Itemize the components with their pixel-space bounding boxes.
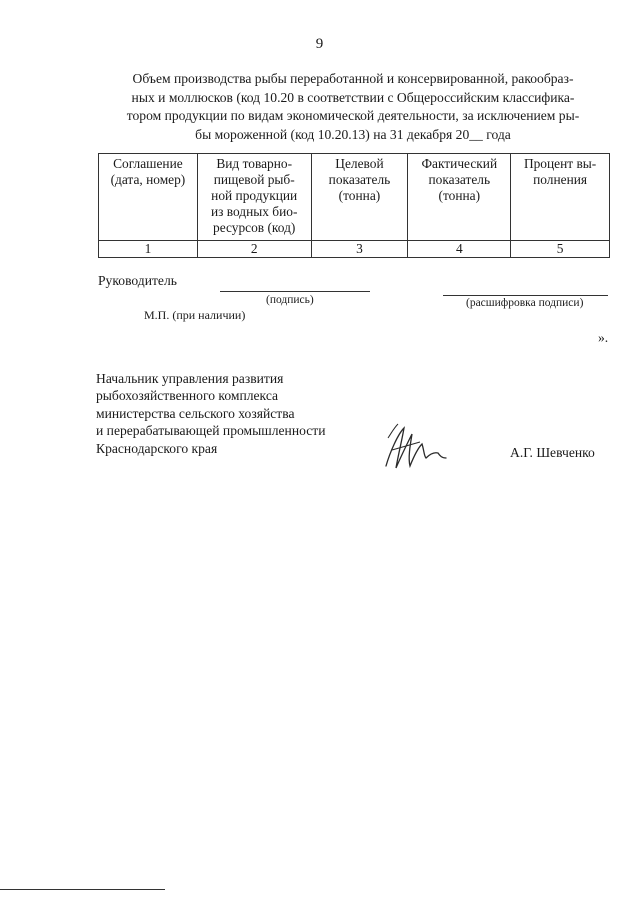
- table-number-row: [99, 241, 610, 258]
- signature-caption: (подпись): [266, 294, 314, 306]
- signature-line: [220, 291, 370, 292]
- header-product-type: Вид товарно- пищевой рыб- ной продукции из водных био- ресурсов (код): [197, 154, 311, 241]
- page-number: 9: [315, 36, 324, 52]
- report-heading: [96, 70, 610, 144]
- stamp-note: М.П. (при наличии): [144, 308, 246, 322]
- signer-name: А.Г. Шевченко: [510, 445, 595, 460]
- signatory-role: Руководитель: [98, 273, 177, 288]
- signer-title-line: Краснодарского края: [96, 440, 218, 456]
- table-header-row: [99, 154, 610, 241]
- column-number: 1: [99, 241, 198, 258]
- signer-title-line: Начальник управления развития: [96, 371, 284, 386]
- decode-caption: (расшифровка подписи): [466, 297, 584, 309]
- signer-title-line: министерства сельского хозяйства: [96, 405, 295, 421]
- closing-quote: ».: [598, 330, 609, 345]
- header-agreement: Соглашение (дата, номер): [99, 154, 198, 241]
- column-number: 4: [408, 241, 511, 258]
- heading-line: тором продукции по видам экономической деятельности, за исключением ры-: [126, 108, 580, 123]
- column-number: 2: [197, 241, 311, 258]
- heading-line: Объем производства рыбы переработанной и консервированной, ракообраз-: [132, 71, 574, 86]
- signer-title-line: рыбохозяйственного комплекса: [96, 388, 279, 404]
- handwritten-signature: [380, 420, 460, 475]
- signer-title: [96, 370, 325, 457]
- column-number: 3: [311, 241, 408, 258]
- signer-title-line: и перерабатывающей промышленности: [96, 423, 326, 439]
- header-target: Целевой показатель (тонна): [311, 154, 408, 241]
- decode-line: [443, 295, 608, 296]
- heading-line: бы мороженной (код 10.20.13) на 31 декабря 20__ года: [195, 126, 511, 142]
- header-percent: Процент вы- полнения: [511, 154, 610, 241]
- heading-line: ных и моллюсков (код 10.20 в соответствии с Общероссийским классифика-: [131, 89, 575, 105]
- footnote-rule: [0, 889, 165, 890]
- report-table: [98, 153, 610, 258]
- header-actual: Фактический показатель (тонна): [408, 154, 511, 241]
- column-number: 5: [511, 241, 610, 258]
